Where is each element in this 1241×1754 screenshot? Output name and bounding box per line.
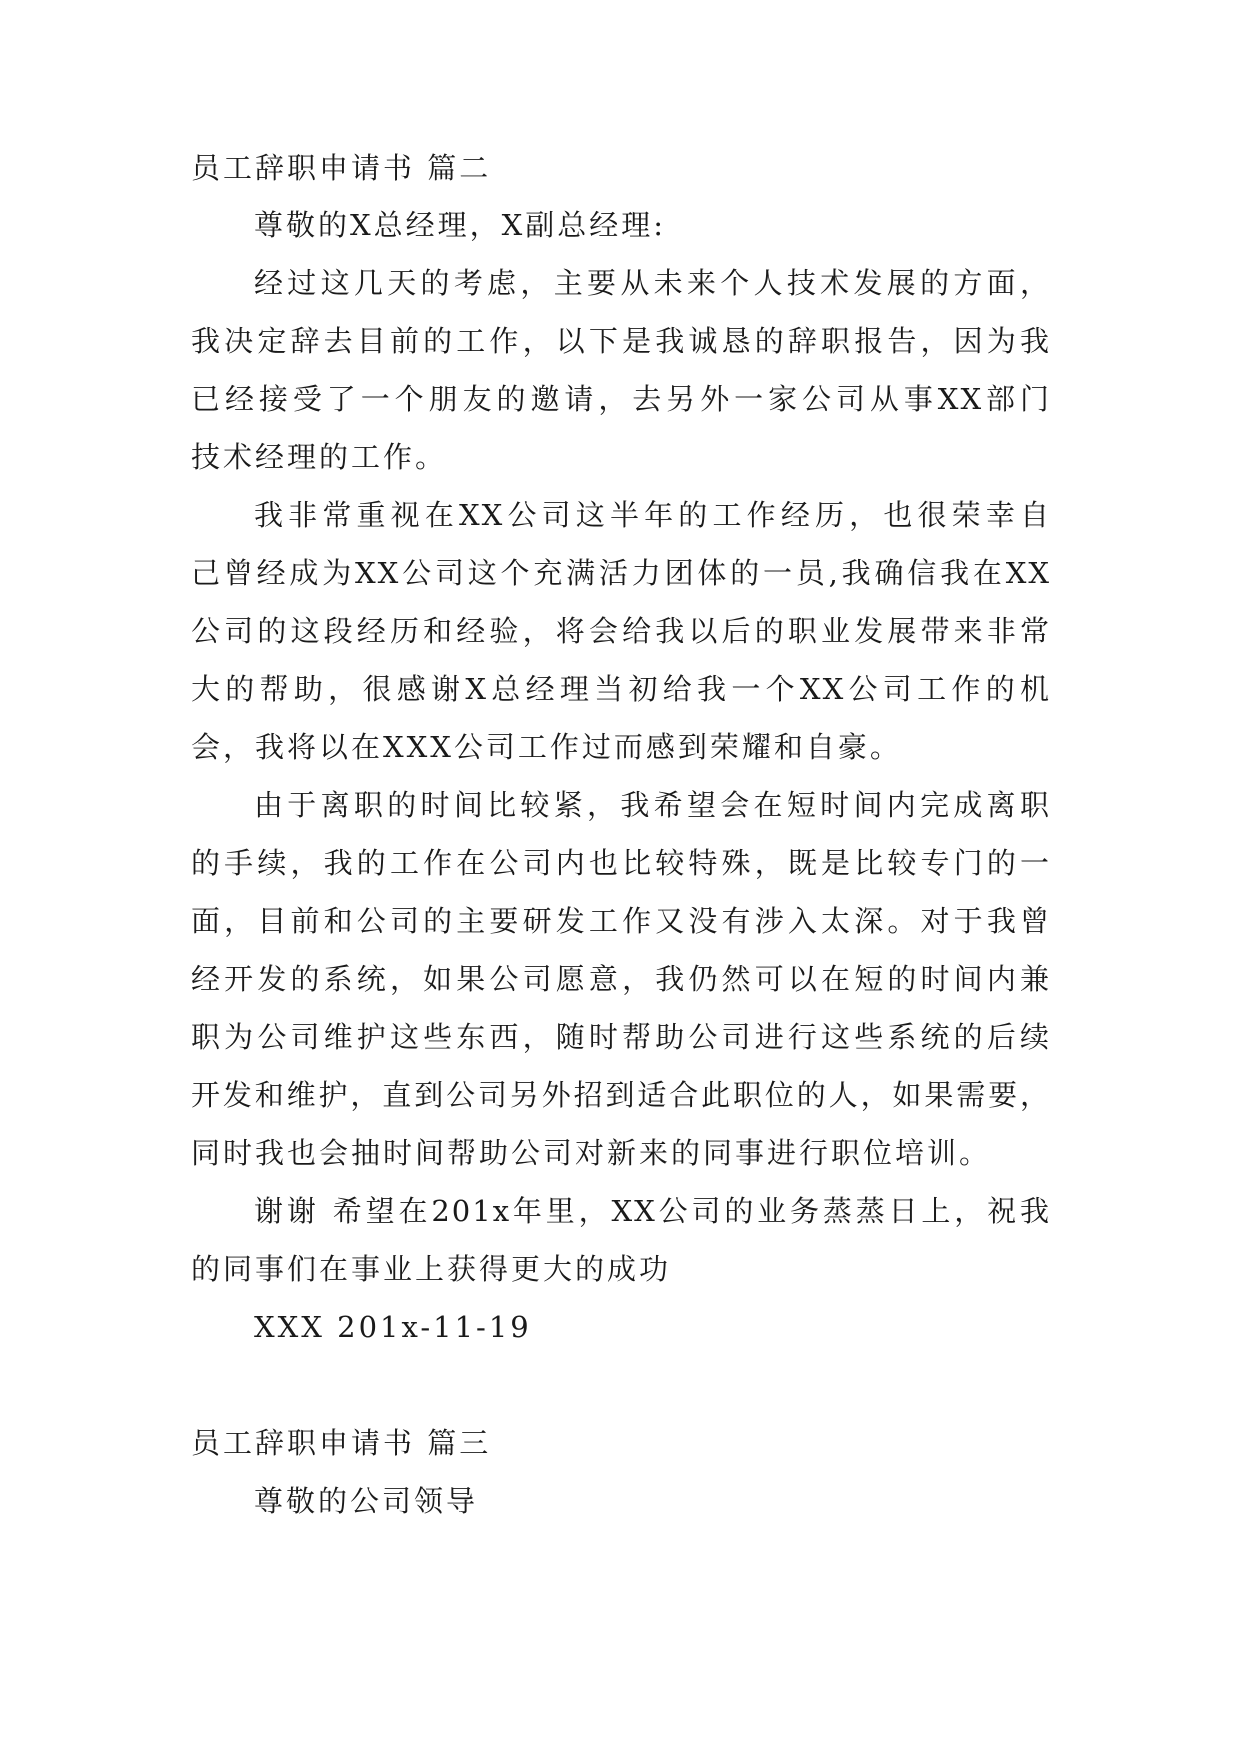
section-title: 员工辞职申请书 篇二	[191, 151, 492, 185]
paragraph-line: 已经接受了一个朋友的邀请，去另外一家公司从事XX部门	[191, 382, 1051, 416]
salutation: 尊敬的公司领导	[254, 1484, 479, 1518]
paragraph-line: 公司的这段经历和经验，将会给我以后的职业发展带来非常	[191, 614, 1051, 648]
section-title: 员工辞职申请书 篇三	[191, 1426, 492, 1460]
paragraph-line: 开发和维护，直到公司另外招到适合此职位的人，如果需要，	[191, 1078, 1051, 1112]
paragraph-line: 大的帮助，很感谢X总经理当初给我一个XX公司工作的机	[191, 672, 1051, 706]
signature: XXX 201x-11-19	[254, 1310, 532, 1344]
paragraph-line: 的手续，我的工作在公司内也比较特殊，既是比较专门的一	[191, 846, 1051, 880]
paragraph-line: 我非常重视在XX公司这半年的工作经历，也很荣幸自	[254, 498, 1051, 532]
paragraph-line: 面，目前和公司的主要研发工作又没有涉入太深。对于我曾	[191, 904, 1051, 938]
paragraph-line: 我决定辞去目前的工作，以下是我诚恳的辞职报告，因为我	[191, 324, 1051, 358]
paragraph-line: 谢谢 希望在201x年里，XX公司的业务蒸蒸日上，祝我	[254, 1194, 1051, 1228]
paragraph-line: 技术经理的工作。	[191, 440, 448, 474]
paragraph-line: 会，我将以在XXX公司工作过而感到荣耀和自豪。	[191, 730, 902, 764]
paragraph-line: 经开发的系统，如果公司愿意，我仍然可以在短的时间内兼	[191, 962, 1051, 996]
salutation: 尊敬的X总经理，X副总经理:	[254, 208, 667, 242]
paragraph-line: 经过这几天的考虑，主要从未来个人技术发展的方面，	[254, 266, 1051, 300]
paragraph-line: 同时我也会抽时间帮助公司对新来的同事进行职位培训。	[191, 1136, 992, 1170]
paragraph-line: 的同事们在事业上获得更大的成功	[191, 1252, 672, 1286]
paragraph-line: 职为公司维护这些东西，随时帮助公司进行这些系统的后续	[191, 1020, 1051, 1054]
paragraph-line: 己曾经成为XX公司这个充满活力团体的一员,我确信我在XX	[191, 556, 1051, 590]
paragraph-line: 由于离职的时间比较紧，我希望会在短时间内完成离职	[254, 788, 1051, 822]
